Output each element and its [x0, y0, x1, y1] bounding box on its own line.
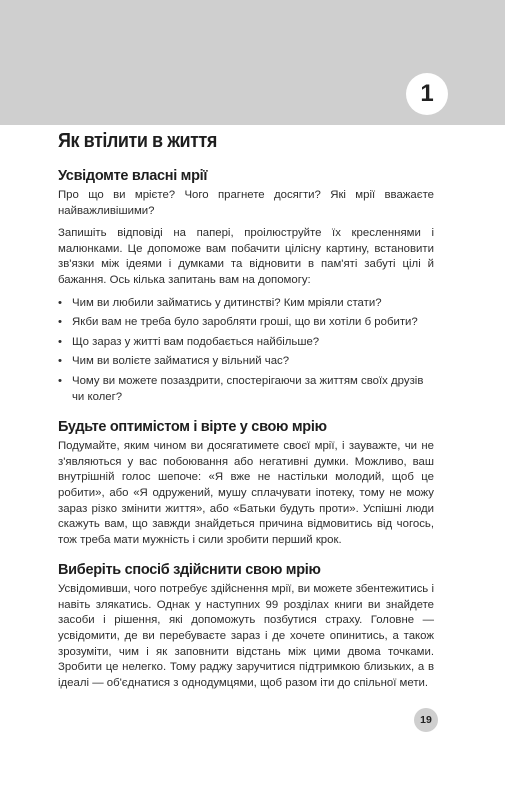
bullet-icon: • [58, 374, 62, 387]
list-item: • Якби вам не треба було заробляти гроші, що ви хотіли б робити? [58, 315, 434, 331]
bullet-icon: • [58, 316, 62, 329]
section-heading-dreams: Усвідомте власні мрії [58, 168, 208, 184]
chapter-number-badge: 1 [406, 73, 448, 115]
question-list [58, 296, 434, 406]
page-number-badge: 19 [414, 708, 438, 732]
paragraph: Усвідомивши, чого потребує здійснення мрії, ви можете збентежитись і навіть злякатись. Однак у наступних 99 розділах книги ви знайдете засоби і рішення, які допоможуть позбутися страху. Головне — усвідомити, де ви перебуваєте зараз і де хочете опинитись, а також зрозуміти, чим і як заповнити відстань між цими двома точками. Зробити це нелегко. Тому раджу заручитися підтримкою близьких, а в ідеалі — об'єднатися з однодумцями, щоб разом іти до спільної мети. [58, 583, 434, 689]
paragraph: Запишіть відповіді на папері, проілюструйте їх кресленнями і малюнками. Це допоможе вам побачити цілісну картину, встановити зв'язки між ідеями і думками та відновити в пам'яті забуті цілі й бажання. Ось кілька запитань вам на допомогу: [58, 227, 434, 286]
page-content [58, 128, 434, 691]
page-title: Як втілити в життя [58, 130, 217, 152]
bullet-icon: • [58, 296, 62, 309]
list-item: • Чому ви можете позаздрити, спостерігаючи за життям своїх друзів чи колег? [58, 374, 424, 403]
section-heading-optimism: Будьте оптимістом і вірте у свою мрію [58, 419, 327, 436]
section-heading-method: Виберіть спосіб здійснити свою мрію [58, 562, 321, 579]
list-item: • Чим ви волієте займатися у вільний час? [58, 354, 434, 370]
paragraph: Про що ви мрієте? Чого прагнете досягти? Які мрії вважаєте найважливішими? [58, 189, 434, 217]
bullet-icon: • [58, 335, 62, 348]
list-item: • Що зараз у житті вам подобається найбільше? [58, 335, 434, 351]
bullet-icon: • [58, 355, 62, 368]
list-item: • Чим ви любили займатись у дитинстві? Ким мріяли стати? [58, 296, 434, 312]
paragraph: Подумайте, яким чином ви досягатимете своєї мрії, і зауважте, чи не з'являються у вас побоювання або негативні думки. Можливо, ваш внутрішній голос шепоче: «Я вже не настільки молодий, щоб це робити», або «Я одружений, мушу сплачувати іпотеку, тому не можу зараз різко змінити життя», або «Батьки будуть проти». Успішні люди скажуть вам, що завжди знайдеться причина відмовитись від чогось, тож треба мати мужність і сили зробити перший крок. [58, 440, 434, 546]
